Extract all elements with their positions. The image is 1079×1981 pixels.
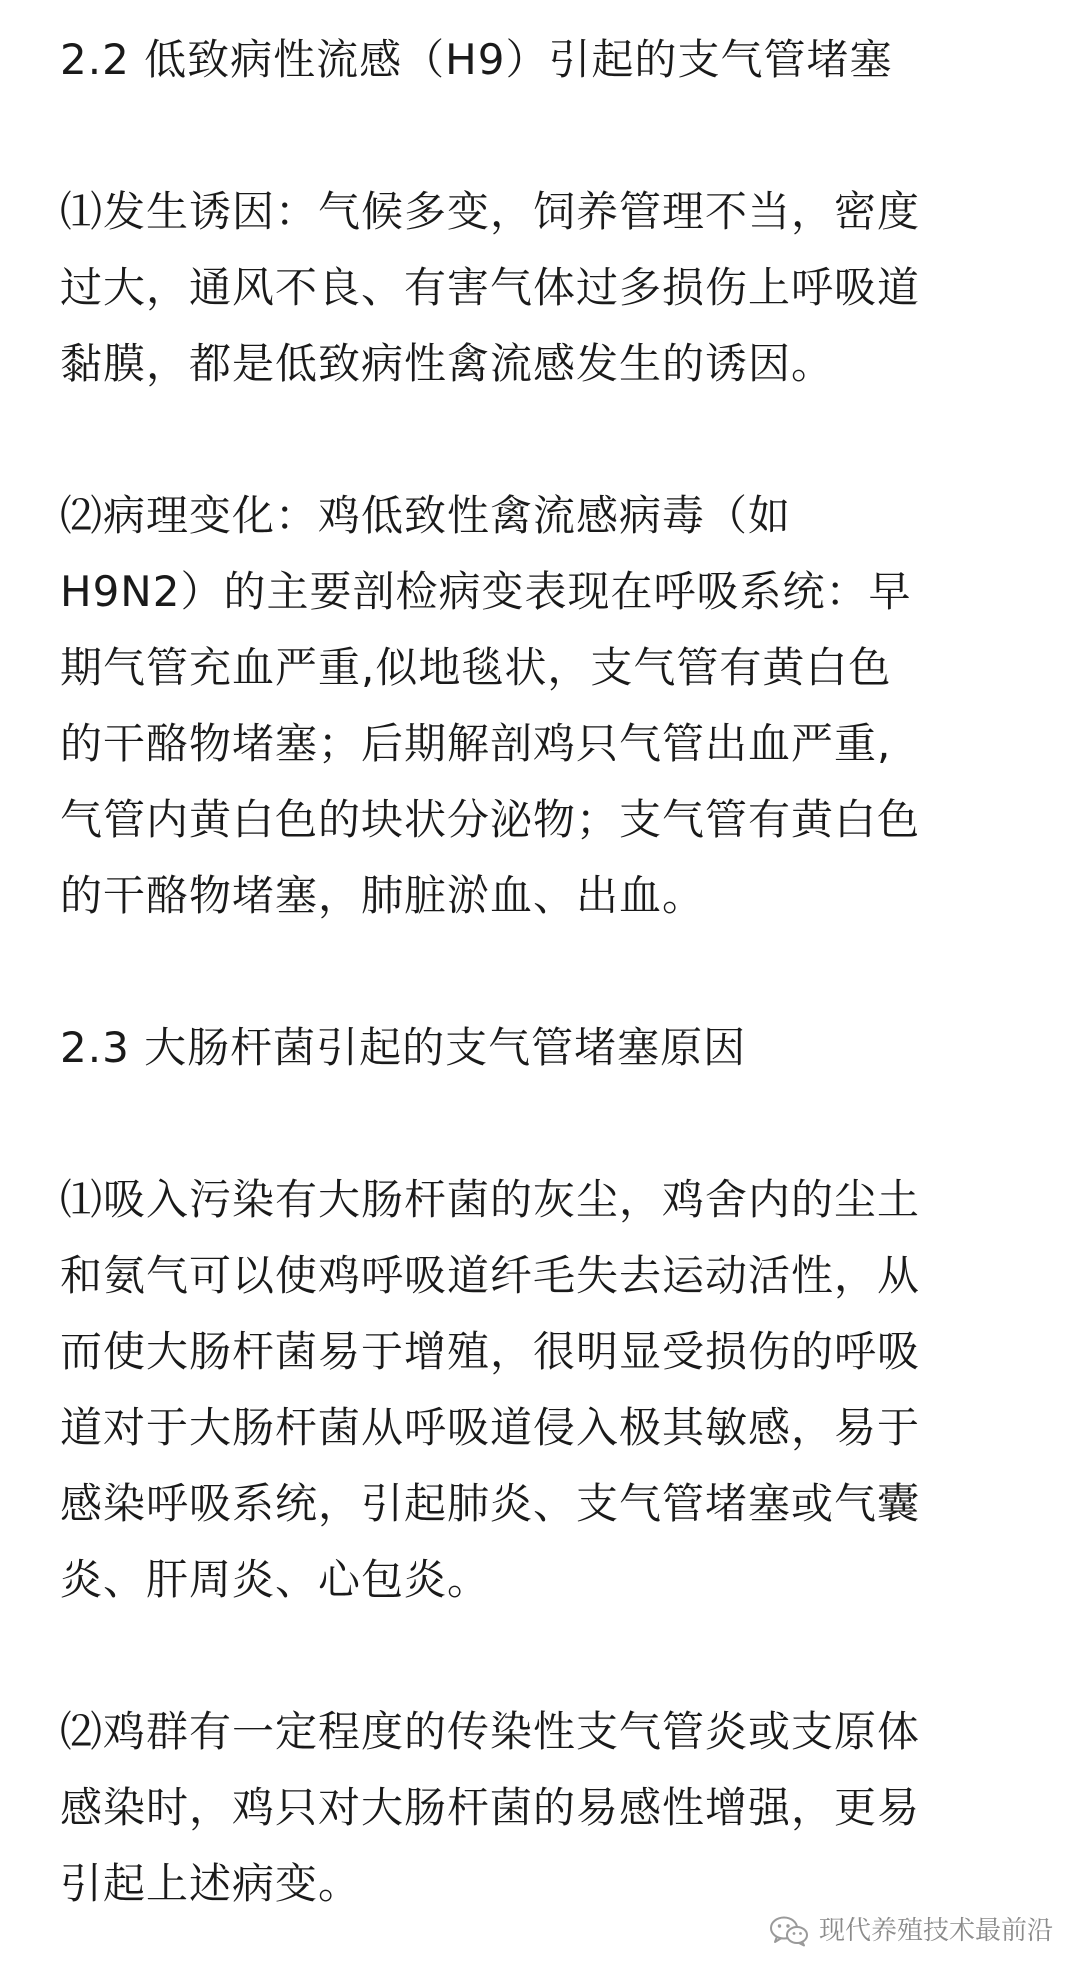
paragraph-dust-ammonia bbox=[60, 1162, 1030, 1618]
text-line: 黏膜，都是低致病性禽流感发生的诱因。 bbox=[60, 339, 835, 388]
text-line: 和氨气可以使鸡呼吸道纤毛失去运动活性，从 bbox=[60, 1251, 921, 1300]
paragraph-causes bbox=[60, 174, 1030, 402]
watermark bbox=[769, 1915, 1053, 1947]
text-line: 炎、肝周炎、心包炎。 bbox=[60, 1555, 491, 1604]
text-line: 2.2 低致病性流感（H9）引起的支气管堵塞 bbox=[60, 35, 893, 84]
text-line: 感染时，鸡只对大肠杆菌的易感性增强，更易 bbox=[60, 1783, 921, 1832]
text-line: H9N2）的主要剖检病变表现在呼吸系统：早 bbox=[60, 567, 912, 616]
text-line: 的干酪物堵塞；后期解剖鸡只气管出血严重, bbox=[60, 719, 892, 768]
text-line: 引起上述病变。 bbox=[60, 1859, 362, 1908]
section-heading-2-2 bbox=[60, 22, 1030, 98]
text-line: ⑴发生诱因：气候多变，饲养管理不当，密度 bbox=[60, 187, 921, 236]
watermark-text: 现代养殖技术最前沿 bbox=[818, 1916, 1053, 1946]
wechat-icon bbox=[769, 1915, 809, 1947]
text-line: ⑵病理变化：鸡低致性禽流感病毒（如 bbox=[60, 491, 792, 540]
text-line: ⑵鸡群有一定程度的传染性支气管炎或支原体 bbox=[60, 1707, 921, 1756]
text-line: 期气管充血严重,似地毯状，支气管有黄白色 bbox=[60, 643, 892, 692]
text-line: 2.3 大肠杆菌引起的支气管堵塞原因 bbox=[60, 1023, 747, 1072]
text-line: ⑴吸入污染有大肠杆菌的灰尘，鸡舍内的尘土 bbox=[60, 1175, 921, 1224]
text-line: 道对于大肠杆菌从呼吸道侵入极其敏感，易于 bbox=[60, 1403, 921, 1452]
text-line: 过大，通风不良、有害气体过多损伤上呼吸道 bbox=[60, 263, 921, 312]
paragraph-pathology bbox=[60, 478, 1030, 934]
text-line: 感染呼吸系统，引起肺炎、支气管堵塞或气囊 bbox=[60, 1479, 921, 1528]
article-body bbox=[60, 22, 1030, 1922]
text-line: 而使大肠杆菌易于增殖，很明显受损伤的呼吸 bbox=[60, 1327, 921, 1376]
text-line: 的干酪物堵塞，肺脏淤血、出血。 bbox=[60, 871, 706, 920]
section-heading-2-3 bbox=[60, 1010, 1030, 1086]
text-line: 气管内黄白色的块状分泌物；支气管有黄白色 bbox=[60, 795, 921, 844]
paragraph-coinfection bbox=[60, 1694, 1030, 1922]
